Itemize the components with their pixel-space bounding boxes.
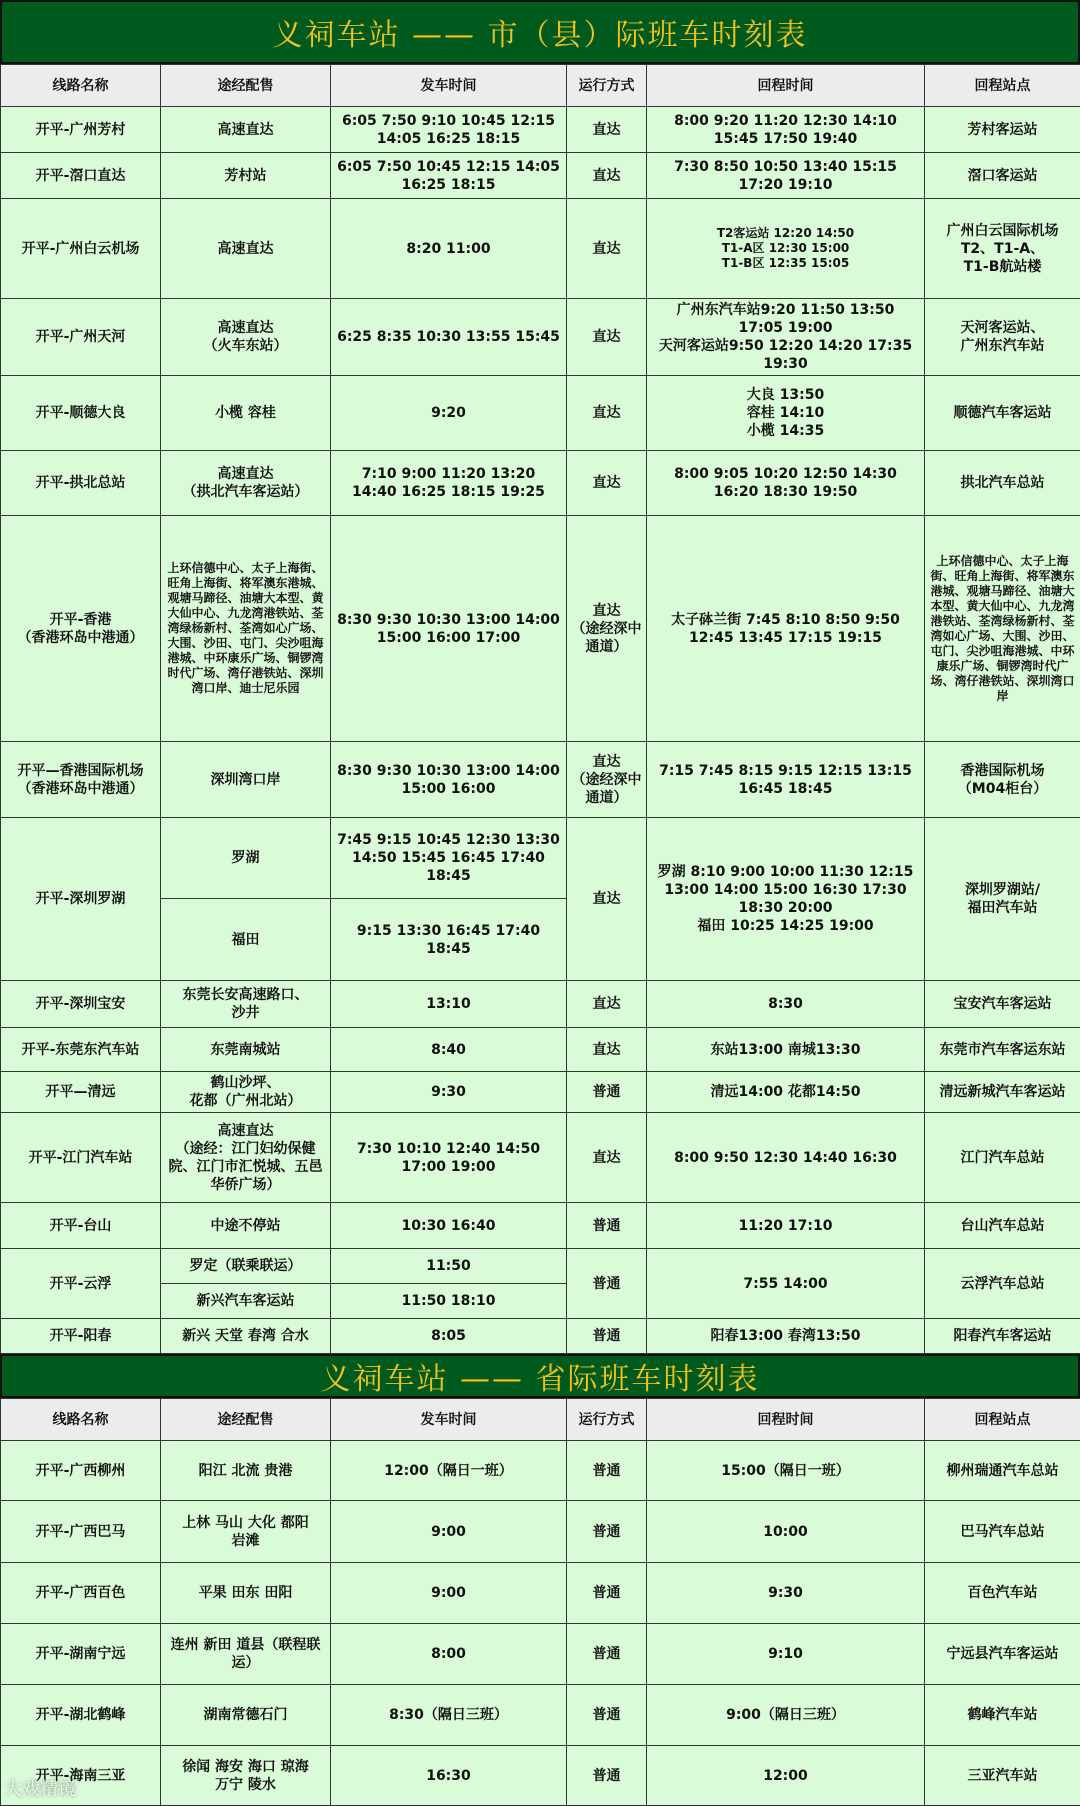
table-row: [1, 1072, 1080, 1113]
station-cell: 百色汽车站: [925, 1563, 1080, 1624]
table-row: [1, 1203, 1080, 1249]
route-cell: 开平-广西巴马: [1, 1501, 161, 1563]
route-cell: 开平-广州天河: [1, 299, 161, 376]
depart-cell: 11:50 18:10: [331, 1284, 567, 1319]
route-cell: 开平-广州白云机场: [1, 199, 161, 299]
table-row: [1, 1319, 1080, 1354]
mode-cell: 普通: [567, 1685, 647, 1746]
mode-cell: 直达: [567, 451, 647, 516]
route-cell: 开平-广西柳州: [1, 1441, 161, 1501]
station-cell: 宁远县汽车客运站: [925, 1624, 1080, 1685]
depart-cell: 8:40: [331, 1028, 567, 1072]
mode-cell: 普通: [567, 1319, 647, 1354]
section1-table: [0, 64, 1080, 1354]
return-cell: 8:30: [647, 981, 925, 1028]
return-cell: 15:00（隔日一班）: [647, 1441, 925, 1501]
table-row: [1, 1624, 1080, 1685]
header-depart: 发车时间: [331, 1399, 567, 1441]
section2-table: [0, 1398, 1080, 1806]
depart-cell: 8:30 9:30 10:30 13:00 14:00 15:00 16:00 17:00: [331, 516, 567, 742]
route-cell: 开平-拱北总站: [1, 451, 161, 516]
via-cell: 上林 马山 大化 都阳 岩滩: [161, 1501, 331, 1563]
table-row: [1, 818, 1080, 899]
station-cell: 天河客运站、 广州东汽车站: [925, 299, 1080, 376]
station-cell: 阳春汽车客运站: [925, 1319, 1080, 1354]
station-cell: 云浮汽车总站: [925, 1249, 1080, 1319]
mode-cell: 普通: [567, 1746, 647, 1806]
route-cell: 开平-云浮: [1, 1249, 161, 1319]
route-cell: 开平-湖北鹤峰: [1, 1685, 161, 1746]
mode-cell: 直达: [567, 299, 647, 376]
mode-cell: 直达: [567, 818, 647, 981]
mode-cell: 直达: [567, 1113, 647, 1203]
station-cell: 三亚汽车站: [925, 1746, 1080, 1806]
depart-cell: 9:15 13:30 16:45 17:40 18:45: [331, 899, 567, 981]
depart-cell: 8:05: [331, 1319, 567, 1354]
route-cell: 开平-台山: [1, 1203, 161, 1249]
table-row: [1, 1441, 1080, 1501]
route-cell: 开平-广西百色: [1, 1563, 161, 1624]
depart-cell: 7:30 10:10 12:40 14:50 17:00 19:00: [331, 1113, 567, 1203]
via-cell: 罗湖: [161, 818, 331, 899]
station-cell: 宝安汽车客运站: [925, 981, 1080, 1028]
header-return: 回程时间: [647, 65, 925, 107]
via-cell: 高速直达: [161, 199, 331, 299]
depart-cell: 10:30 16:40: [331, 1203, 567, 1249]
via-cell: 小榄 容桂: [161, 376, 331, 451]
return-cell: 11:20 17:10: [647, 1203, 925, 1249]
section2-body: [1, 1441, 1080, 1806]
depart-cell: 8:30 9:30 10:30 13:00 14:00 15:00 16:00: [331, 742, 567, 818]
table-row: [1, 1501, 1080, 1563]
section1-header-row: [1, 65, 1080, 107]
mode-cell: 直达: [567, 199, 647, 299]
station-cell: 柳州瑞通汽车总站: [925, 1441, 1080, 1501]
mode-cell: 直达: [567, 376, 647, 451]
mode-cell: 普通: [567, 1441, 647, 1501]
station-cell: 台山汽车总站: [925, 1203, 1080, 1249]
table-row: [1, 1113, 1080, 1203]
route-cell: 开平-顺德大良: [1, 376, 161, 451]
mode-cell: 直达: [567, 153, 647, 199]
station-cell: 江门汽车总站: [925, 1113, 1080, 1203]
station-cell: 深圳罗湖站/ 福田汽车站: [925, 818, 1080, 981]
depart-cell: 13:10: [331, 981, 567, 1028]
return-cell: 8:00 9:50 12:30 14:40 16:30: [647, 1113, 925, 1203]
depart-cell: 6:05 7:50 10:45 12:15 14:05 16:25 18:15: [331, 153, 567, 199]
header-depart: 发车时间: [331, 65, 567, 107]
via-cell: 东莞南城站: [161, 1028, 331, 1072]
via-cell: 高速直达: [161, 107, 331, 153]
table-row: [1, 516, 1080, 742]
via-cell: 高速直达 （火车东站）: [161, 299, 331, 376]
depart-cell: 7:10 9:00 11:20 13:20 14:40 16:25 18:15 19:25: [331, 451, 567, 516]
depart-cell: 12:00（隔日一班）: [331, 1441, 567, 1501]
route-cell: 开平-江门汽车站: [1, 1113, 161, 1203]
table-row: [1, 1685, 1080, 1746]
mode-cell: 直达: [567, 107, 647, 153]
table-row: [1, 107, 1080, 153]
return-cell: 9:00（隔日三班）: [647, 1685, 925, 1746]
section2-header-row: [1, 1399, 1080, 1441]
table-row: [1, 153, 1080, 199]
station-cell: 香港国际机场 （M04柜台）: [925, 742, 1080, 818]
station-cell: 拱北汽车总站: [925, 451, 1080, 516]
via-cell: 芳村站: [161, 153, 331, 199]
section1-title: 义祠车站 —— 市（县）际班车时刻表: [0, 0, 1080, 64]
return-cell: 8:00 9:20 11:20 12:30 14:10 15:45 17:50 19:40: [647, 107, 925, 153]
return-cell: 12:00: [647, 1746, 925, 1806]
return-cell: 太子砵兰街 7:45 8:10 8:50 9:50 12:45 13:45 17:15 19:15: [647, 516, 925, 742]
header-station: 回程站点: [925, 65, 1080, 107]
via-cell: 东莞长安高速路口、 沙井: [161, 981, 331, 1028]
return-cell: 罗湖 8:10 9:00 10:00 11:30 12:15 13:00 14:00 15:00 16:30 17:30 18:30 20:00 福田 10:25 14:25 19:00: [647, 818, 925, 981]
mode-cell: 直达 （途经深中 通道）: [567, 742, 647, 818]
via-cell: 深圳湾口岸: [161, 742, 331, 818]
table-row: [1, 376, 1080, 451]
return-cell: 阳春13:00 春湾13:50: [647, 1319, 925, 1354]
mode-cell: 普通: [567, 1249, 647, 1319]
depart-cell: 9:20: [331, 376, 567, 451]
return-cell: 7:30 8:50 10:50 13:40 15:15 17:20 19:10: [647, 153, 925, 199]
table-row: [1, 1746, 1080, 1806]
mode-cell: 直达 （途经深中 通道）: [567, 516, 647, 742]
section1-body-a: [1, 107, 1080, 818]
header-via: 途经配售: [161, 65, 331, 107]
table-row: [1, 299, 1080, 376]
via-cell: 高速直达 （途经：江门妇幼保健院、江门市汇悦城、五邑华侨广场）: [161, 1113, 331, 1203]
mode-cell: 普通: [567, 1072, 647, 1113]
depart-cell: 6:25 8:35 10:30 13:55 15:45: [331, 299, 567, 376]
mode-cell: 普通: [567, 1203, 647, 1249]
section1-body-luohu: [1, 818, 1080, 981]
depart-cell: 9:00: [331, 1563, 567, 1624]
depart-cell: 9:30: [331, 1072, 567, 1113]
table-row: [1, 1249, 1080, 1284]
header-station: 回程站点: [925, 1399, 1080, 1441]
via-cell: 平果 田东 田阳: [161, 1563, 331, 1624]
route-cell: 开平-深圳罗湖: [1, 818, 161, 981]
station-cell: 顺德汽车客运站: [925, 376, 1080, 451]
route-cell: 开平-深圳宝安: [1, 981, 161, 1028]
return-cell: 7:55 14:00: [647, 1249, 925, 1319]
header-route: 线路名称: [1, 1399, 161, 1441]
station-cell: 鹤峰汽车站: [925, 1685, 1080, 1746]
station-cell: 广州白云国际机场 T2、T1-A、 T1-B航站楼: [925, 199, 1080, 299]
depart-cell: 16:30: [331, 1746, 567, 1806]
depart-cell: 8:20 11:00: [331, 199, 567, 299]
table-row: [1, 1028, 1080, 1072]
header-mode: 运行方式: [567, 1399, 647, 1441]
table-row: [1, 981, 1080, 1028]
header-via: 途经配售: [161, 1399, 331, 1441]
section1-body-b: [1, 981, 1080, 1249]
depart-cell: 7:45 9:15 10:45 12:30 13:30 14:50 15:45 16:45 17:40 18:45: [331, 818, 567, 899]
mode-cell: 普通: [567, 1624, 647, 1685]
mode-cell: 普通: [567, 1501, 647, 1563]
depart-cell: 11:50: [331, 1249, 567, 1284]
via-cell: 徐闻 海安 海口 琼海 万宁 陵水: [161, 1746, 331, 1806]
return-cell: 7:15 7:45 8:15 9:15 12:15 13:15 16:45 18:45: [647, 742, 925, 818]
route-cell: 开平-海南三亚: [1, 1746, 161, 1806]
return-cell: T2客运站 12:20 14:50 T1-A区 12:30 15:00 T1-B区 12:35 15:05: [647, 199, 925, 299]
return-cell: 10:00: [647, 1501, 925, 1563]
watermark: 大戏精镜: [4, 1775, 76, 1801]
return-cell: 大良 13:50 容桂 14:10 小榄 14:35: [647, 376, 925, 451]
return-cell: 广州东汽车站9:20 11:50 13:50 17:05 19:00 天河客运站9:50 12:20 14:20 17:35 19:30: [647, 299, 925, 376]
via-cell: 罗定（联乘联运）: [161, 1249, 331, 1284]
route-cell: 开平-广州芳村: [1, 107, 161, 153]
via-cell: 连州 新田 道县（联程联运）: [161, 1624, 331, 1685]
via-cell: 福田: [161, 899, 331, 981]
via-cell: 上环信德中心、太子上海街、旺角上海街、将军澳东港城、观塘马蹄径、油塘大本型、黄大仙中心、九龙湾港铁站、荃湾绿杨新村、荃湾如心广场、大围、沙田、屯门、尖沙咀海港城、中环康乐广场、铜锣湾时代广场、湾仔港铁站、深圳湾口岸、迪士尼乐园: [161, 516, 331, 742]
return-cell: 9:10: [647, 1624, 925, 1685]
route-cell: 开平-香港 （香港环岛中港通）: [1, 516, 161, 742]
table-row: [1, 1563, 1080, 1624]
depart-cell: 8:00: [331, 1624, 567, 1685]
header-route: 线路名称: [1, 65, 161, 107]
route-cell: 开平-湖南宁远: [1, 1624, 161, 1685]
via-cell: 新兴 天堂 春湾 合水: [161, 1319, 331, 1354]
mode-cell: 直达: [567, 1028, 647, 1072]
depart-cell: 9:00: [331, 1501, 567, 1563]
depart-cell: 8:30（隔日三班）: [331, 1685, 567, 1746]
via-cell: 湖南常德石门: [161, 1685, 331, 1746]
header-mode: 运行方式: [567, 65, 647, 107]
route-cell: 开平-阳春: [1, 1319, 161, 1354]
route-cell: 开平-滘口直达: [1, 153, 161, 199]
return-cell: 8:00 9:05 10:20 12:50 14:30 16:20 18:30 19:50: [647, 451, 925, 516]
station-cell: 巴马汽车总站: [925, 1501, 1080, 1563]
via-cell: 新兴汽车客运站: [161, 1284, 331, 1319]
station-cell: 滘口客运站: [925, 153, 1080, 199]
via-cell: 鹤山沙坪、 花都（广州北站）: [161, 1072, 331, 1113]
return-cell: 东站13:00 南城13:30: [647, 1028, 925, 1072]
depart-cell: 6:05 7:50 9:10 10:45 12:15 14:05 16:25 18:15: [331, 107, 567, 153]
route-cell: 开平—香港国际机场 （香港环岛中港通）: [1, 742, 161, 818]
via-cell: 高速直达 （拱北汽车客运站）: [161, 451, 331, 516]
station-cell: 东莞市汽车客运东站: [925, 1028, 1080, 1072]
mode-cell: 直达: [567, 981, 647, 1028]
table-row: [1, 199, 1080, 299]
via-cell: 阳江 北流 贵港: [161, 1441, 331, 1501]
station-cell: 清远新城汽车客运站: [925, 1072, 1080, 1113]
mode-cell: 普通: [567, 1563, 647, 1624]
route-cell: 开平-东莞东汽车站: [1, 1028, 161, 1072]
return-cell: 清远14:00 花都14:50: [647, 1072, 925, 1113]
route-cell: 开平—清远: [1, 1072, 161, 1113]
table-row: [1, 742, 1080, 818]
section1-body-yunfu: [1, 1249, 1080, 1354]
table-row: [1, 451, 1080, 516]
section2-title: 义祠车站 —— 省际班车时刻表: [0, 1354, 1080, 1398]
return-cell: 9:30: [647, 1563, 925, 1624]
via-cell: 中途不停站: [161, 1203, 331, 1249]
station-cell: 芳村客运站: [925, 107, 1080, 153]
header-return: 回程时间: [647, 1399, 925, 1441]
station-cell: 上环信德中心、太子上海街、旺角上海街、将军澳东港城、观塘马蹄径、油塘大本型、黄大仙中心、九龙湾港铁站、荃湾绿杨新村、荃湾如心广场、大围、沙田、屯门、尖沙咀海港城、中环康乐广场、铜锣湾时代广场、湾仔港铁站、深圳湾口岸: [925, 516, 1080, 742]
